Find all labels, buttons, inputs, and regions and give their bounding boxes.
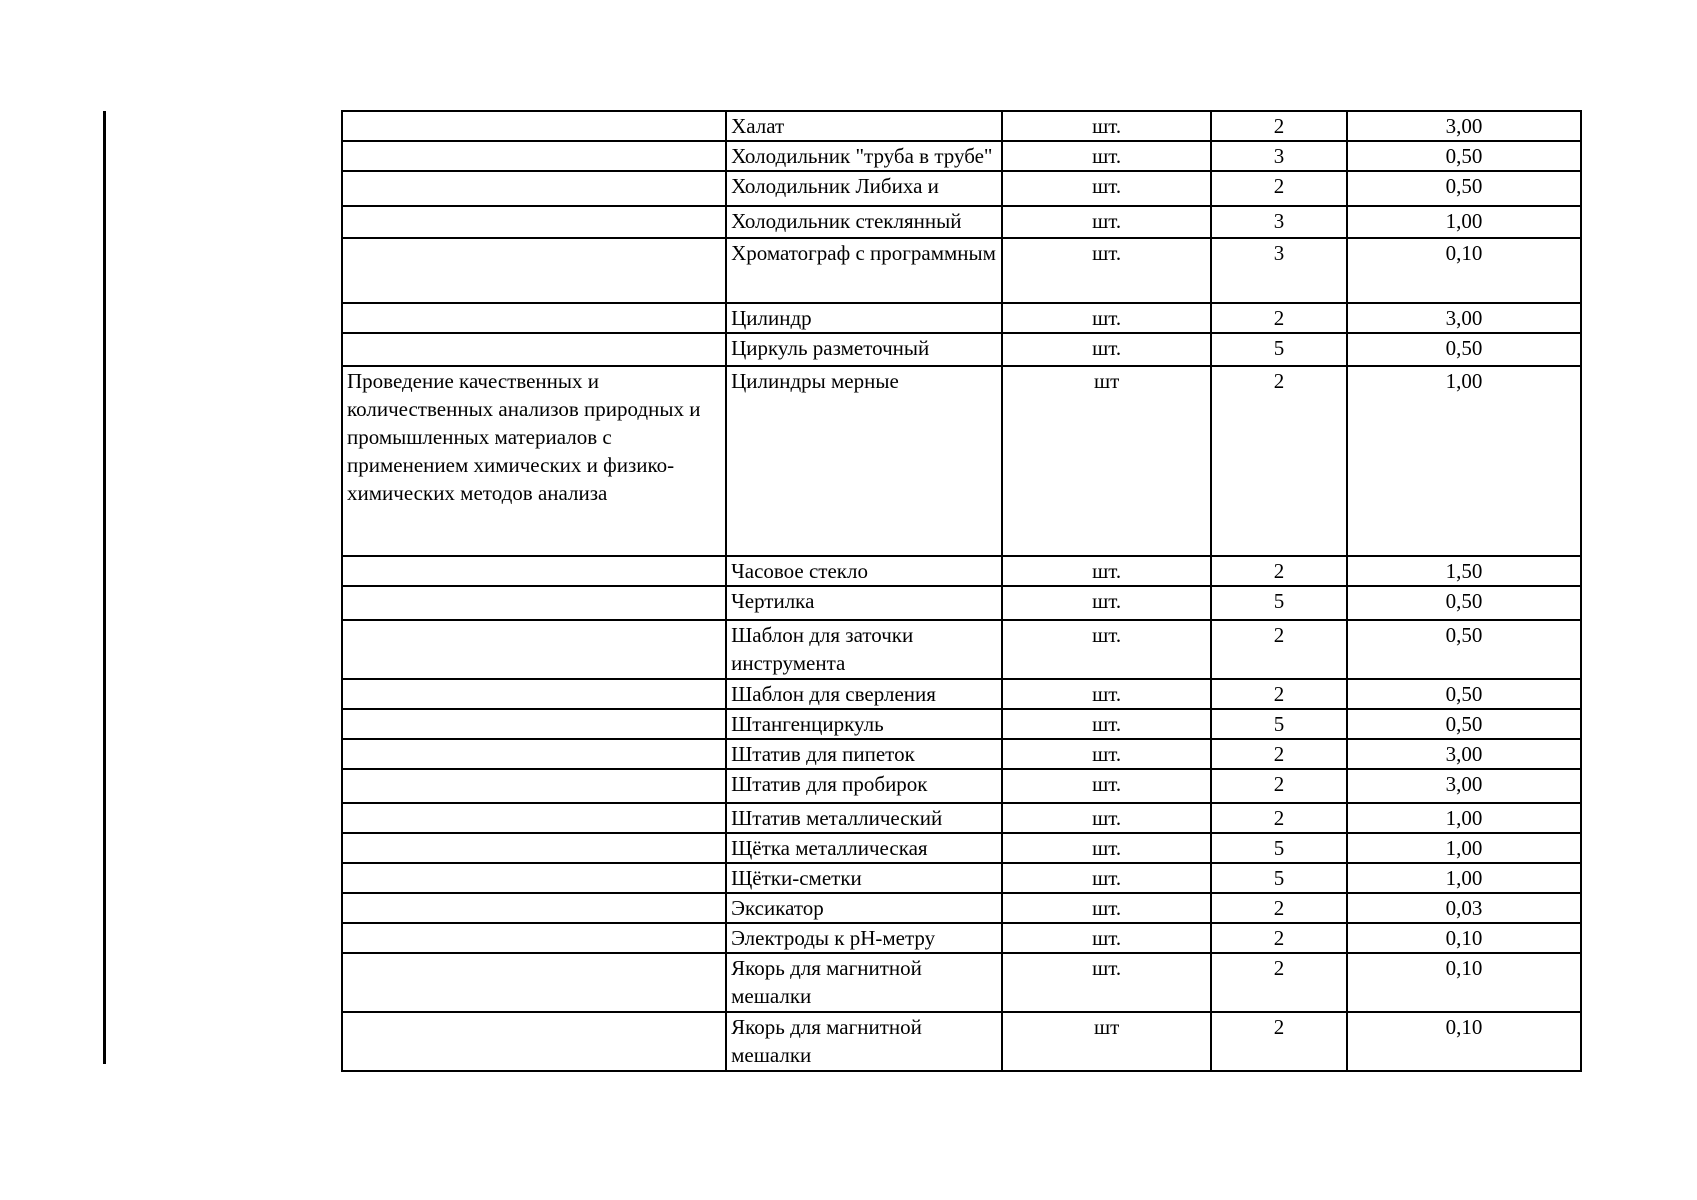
activity-cell (342, 863, 726, 893)
unit-cell: шт. (1002, 556, 1211, 586)
quantity-cell: 2 (1211, 366, 1347, 556)
activity-cell (342, 586, 726, 620)
unit-cell: шт. (1002, 586, 1211, 620)
item-name-cell: Штангенциркуль (726, 709, 1002, 739)
unit-cell: шт. (1002, 803, 1211, 833)
quantity-cell: 2 (1211, 303, 1347, 333)
table-row (342, 893, 1581, 923)
value-cell: 0,50 (1347, 333, 1581, 366)
table-row (342, 709, 1581, 739)
table-row (342, 863, 1581, 893)
table-row (342, 556, 1581, 586)
quantity-cell: 2 (1211, 893, 1347, 923)
equipment-table (341, 110, 1582, 1072)
unit-cell: шт. (1002, 709, 1211, 739)
table-row (342, 833, 1581, 863)
item-name-cell (726, 238, 1002, 303)
activity-cell (342, 1012, 726, 1071)
table-row (342, 679, 1581, 709)
table-row (342, 1012, 1581, 1071)
table-row (342, 586, 1581, 620)
value-cell: 3,00 (1347, 739, 1581, 769)
table-row (342, 333, 1581, 366)
value-cell: 0,03 (1347, 893, 1581, 923)
table-row (342, 769, 1581, 803)
value-cell: 1,50 (1347, 556, 1581, 586)
value-cell: 3,00 (1347, 769, 1581, 803)
activity-cell (342, 556, 726, 586)
unit-cell: шт (1002, 1012, 1211, 1071)
item-name-cell: Чертилка (726, 586, 1002, 620)
value-cell: 1,00 (1347, 863, 1581, 893)
value-cell: 0,50 (1347, 709, 1581, 739)
item-name-cell: Холодильник Либиха и (726, 171, 1002, 206)
activity-cell (342, 893, 726, 923)
value-cell: 0,50 (1347, 586, 1581, 620)
table-row (342, 739, 1581, 769)
table-row (342, 238, 1581, 303)
value-cell: 3,00 (1347, 303, 1581, 333)
value-cell: 0,10 (1347, 953, 1581, 1012)
table-row (342, 620, 1581, 679)
quantity-cell: 5 (1211, 333, 1347, 366)
quantity-cell: 2 (1211, 111, 1347, 141)
unit-cell: шт. (1002, 238, 1211, 303)
activity-cell: Проведение качественных и количественных анализов природных и промышленных материалов с применением химических и физико-химических методов анализа (342, 366, 726, 556)
unit-cell: шт. (1002, 333, 1211, 366)
unit-cell: шт (1002, 366, 1211, 556)
value-cell: 1,00 (1347, 833, 1581, 863)
value-cell: 1,00 (1347, 366, 1581, 556)
item-name-cell: Щётки-сметки (726, 863, 1002, 893)
activity-cell (342, 111, 726, 141)
item-name-cell: Цилиндр (726, 303, 1002, 333)
item-name-cell: Электроды к pH-метру (726, 923, 1002, 953)
activity-cell (342, 709, 726, 739)
activity-cell (342, 679, 726, 709)
unit-cell: шт. (1002, 769, 1211, 803)
item-name-cell: Шаблон для сверления (726, 679, 1002, 709)
value-cell: 0,10 (1347, 923, 1581, 953)
activity-cell (342, 953, 726, 1012)
activity-cell (342, 620, 726, 679)
quantity-cell: 3 (1211, 238, 1347, 303)
activity-cell (342, 206, 726, 238)
value-cell: 0,50 (1347, 620, 1581, 679)
value-cell: 3,00 (1347, 111, 1581, 141)
table-row (342, 366, 1581, 556)
item-name-cell: Часовое стекло (726, 556, 1002, 586)
table-row (342, 923, 1581, 953)
table-row (342, 303, 1581, 333)
item-name-cell: Штатив для пробирок (726, 769, 1002, 803)
value-cell: 1,00 (1347, 803, 1581, 833)
item-name-cell: Эксикатор (726, 893, 1002, 923)
quantity-cell: 3 (1211, 206, 1347, 238)
table-row (342, 803, 1581, 833)
item-name-cell: Циркуль разметочный (726, 333, 1002, 366)
quantity-cell: 5 (1211, 833, 1347, 863)
item-name-cell: Холодильник "труба в трубе" (726, 141, 1002, 171)
activity-cell (342, 803, 726, 833)
activity-cell (342, 238, 726, 303)
value-cell: 1,00 (1347, 206, 1581, 238)
value-cell: 0,10 (1347, 238, 1581, 303)
item-name-cell: Халат (726, 111, 1002, 141)
table-row (342, 953, 1581, 1012)
quantity-cell: 2 (1211, 171, 1347, 206)
quantity-cell: 5 (1211, 709, 1347, 739)
unit-cell: шт. (1002, 141, 1211, 171)
item-name-cell: Щётка металлическая (726, 833, 1002, 863)
item-name-cell: Штатив для пипеток (726, 739, 1002, 769)
quantity-cell: 2 (1211, 739, 1347, 769)
activity-cell (342, 769, 726, 803)
unit-cell: шт. (1002, 893, 1211, 923)
quantity-cell: 5 (1211, 863, 1347, 893)
item-name-text: Хроматограф с программным (731, 241, 996, 265)
activity-cell (342, 141, 726, 171)
unit-cell: шт. (1002, 111, 1211, 141)
quantity-cell: 2 (1211, 923, 1347, 953)
quantity-cell: 2 (1211, 769, 1347, 803)
activity-cell (342, 303, 726, 333)
quantity-cell: 2 (1211, 1012, 1347, 1071)
unit-cell: шт. (1002, 739, 1211, 769)
unit-cell: шт. (1002, 206, 1211, 238)
unit-cell: шт. (1002, 863, 1211, 893)
quantity-cell: 5 (1211, 586, 1347, 620)
item-name-cell: Шаблон для заточки инструмента (726, 620, 1002, 679)
item-name-cell: Холодильник стеклянный (726, 206, 1002, 238)
unit-cell: шт. (1002, 171, 1211, 206)
unit-cell: шт. (1002, 833, 1211, 863)
activity-cell (342, 739, 726, 769)
table-row (342, 141, 1581, 171)
quantity-cell: 2 (1211, 953, 1347, 1012)
item-name-cell: Штатив металлический (726, 803, 1002, 833)
table-row (342, 171, 1581, 206)
value-cell: 0,50 (1347, 141, 1581, 171)
activity-cell (342, 833, 726, 863)
unit-cell: шт. (1002, 953, 1211, 1012)
table-row (342, 111, 1581, 141)
value-cell: 0,10 (1347, 1012, 1581, 1071)
item-name-cell: Цилиндры мерные (726, 366, 1002, 556)
unit-cell: шт. (1002, 620, 1211, 679)
value-cell: 0,50 (1347, 171, 1581, 206)
quantity-cell: 2 (1211, 556, 1347, 586)
activity-cell (342, 333, 726, 366)
unit-cell: шт. (1002, 679, 1211, 709)
activity-cell (342, 171, 726, 206)
quantity-cell: 2 (1211, 803, 1347, 833)
quantity-cell: 2 (1211, 679, 1347, 709)
value-cell: 0,50 (1347, 679, 1581, 709)
table-row (342, 206, 1581, 238)
unit-cell: шт. (1002, 303, 1211, 333)
unit-cell: шт. (1002, 923, 1211, 953)
item-name-cell: Якорь для магнитной мешалки (726, 953, 1002, 1012)
page-margin-rule (103, 111, 106, 1064)
item-name-cell: Якорь для магнитной мешалки (726, 1012, 1002, 1071)
activity-cell (342, 923, 726, 953)
quantity-cell: 3 (1211, 141, 1347, 171)
quantity-cell: 2 (1211, 620, 1347, 679)
